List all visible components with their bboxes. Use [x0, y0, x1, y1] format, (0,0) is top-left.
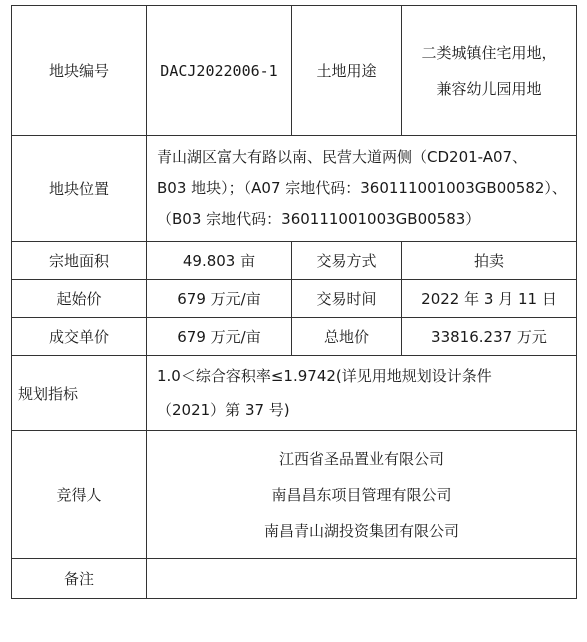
- label-land-use: 土地用途: [292, 6, 402, 136]
- table-row: [12, 6, 577, 136]
- location-line-3: （B03 宗地代码：360111001003GB00583）: [157, 210, 481, 228]
- planning-line-1: 1.0＜综合容积率≤1.9742(详见用地规划设计条件: [157, 367, 492, 385]
- starting-price-value: 679 万元/亩: [147, 280, 292, 318]
- label-land-location: 地块位置: [12, 136, 147, 242]
- table-row: [12, 356, 577, 431]
- table-row: [12, 280, 577, 318]
- land-transaction-table: [11, 5, 577, 599]
- table-row: [12, 136, 577, 242]
- label-transaction-time: 交易时间: [292, 280, 402, 318]
- remarks-value: [147, 559, 577, 599]
- land-location-value: [147, 136, 577, 242]
- label-total-price: 总地价: [292, 318, 402, 356]
- location-line-1: 青山湖区富大有路以南、民营大道两侧（CD201-A07、: [157, 148, 528, 166]
- table-row: [12, 318, 577, 356]
- parcel-area-value: 49.803 亩: [147, 242, 292, 280]
- label-transaction-method: 交易方式: [292, 242, 402, 280]
- planning-index-value: [147, 356, 577, 431]
- unit-price-value: 679 万元/亩: [147, 318, 292, 356]
- transaction-method-value: 拍卖: [402, 242, 577, 280]
- land-use-line-2: 兼容幼儿园用地: [436, 79, 542, 98]
- label-starting-price: 起始价: [12, 280, 147, 318]
- label-land-code: 地块编号: [12, 6, 147, 136]
- land-use-line-1: 二类城镇住宅用地，: [421, 43, 557, 62]
- winner-1: 江西省圣品置业有限公司: [278, 449, 444, 468]
- transaction-time-value: 2022 年 3 月 11 日: [402, 280, 577, 318]
- winner-3: 南昌青山湖投资集团有限公司: [263, 521, 459, 540]
- label-planning-index: 规划指标: [12, 356, 147, 431]
- planning-line-2: （2021）第 37 号): [157, 401, 290, 419]
- table-row: [12, 559, 577, 599]
- land-code-value: DACJ2022006-1: [147, 6, 292, 136]
- table-row: [12, 242, 577, 280]
- label-winning-bidder: 竞得人: [12, 431, 147, 559]
- table-row: [12, 431, 577, 559]
- total-price-value: 33816.237 万元: [402, 318, 577, 356]
- land-use-value: [402, 6, 577, 136]
- label-unit-price: 成交单价: [12, 318, 147, 356]
- label-parcel-area: 宗地面积: [12, 242, 147, 280]
- winning-bidders-value: [147, 431, 577, 559]
- winner-2: 南昌昌东项目管理有限公司: [271, 485, 452, 504]
- label-remarks: 备注: [12, 559, 147, 599]
- location-line-2: B03 地块）；（A07 宗地代码：360111001003GB00582）、: [157, 179, 567, 197]
